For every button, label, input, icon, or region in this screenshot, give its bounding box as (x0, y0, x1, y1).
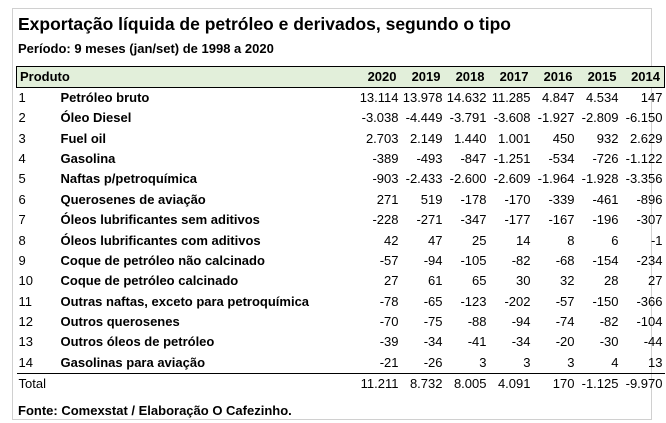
row-index-cell[interactable]: 8 (18, 232, 26, 248)
value-cell[interactable]: -82 (511, 252, 531, 268)
value-cell[interactable]: -2.609 (493, 171, 531, 187)
value-cell[interactable]: 4.847 (541, 90, 575, 105)
row-index-cell[interactable]: 9 (18, 252, 26, 268)
table-row (17, 353, 665, 374)
product-name-cell[interactable]: Óleo Diesel (60, 110, 132, 126)
value-cell[interactable]: 28 (604, 273, 619, 289)
value-cell[interactable]: 27 (384, 273, 399, 289)
product-name-cell[interactable]: Fuel oil (60, 130, 106, 146)
row-index-cell[interactable]: 1 (18, 90, 26, 105)
value-cell[interactable]: -903 (372, 171, 399, 187)
value-cell[interactable]: -21 (379, 354, 399, 370)
value-cell[interactable]: -1.927 (537, 110, 575, 126)
row-index-cell[interactable]: 7 (18, 212, 26, 228)
product-name-cell[interactable]: Coque de petróleo não calcinado (60, 252, 265, 268)
table-row (17, 88, 665, 109)
value-cell[interactable]: -65 (423, 293, 443, 309)
value-cell[interactable]: 3 (567, 354, 575, 370)
header-year[interactable]: 2014 (621, 67, 665, 88)
value-cell[interactable]: 11.285 (491, 90, 531, 105)
table-row (17, 149, 665, 169)
value-cell[interactable]: 932 (596, 130, 619, 146)
total-cell[interactable]: -9.970 (621, 373, 665, 394)
header-year[interactable]: 2018 (445, 67, 489, 88)
value-cell[interactable]: 519 (420, 191, 443, 207)
value-cell[interactable]: 42 (384, 232, 399, 248)
table-row (17, 251, 665, 271)
product-name-cell[interactable]: Naftas p/petroquímica (60, 171, 198, 187)
value-cell[interactable]: -94 (423, 252, 443, 268)
value-cell[interactable]: -2.433 (405, 171, 443, 187)
value-cell[interactable]: -123 (460, 293, 487, 309)
total-cell[interactable]: -1.125 (577, 373, 621, 394)
table-subtitle: Período: 9 meses (jan/set) de 1998 a 2020 (18, 41, 274, 56)
value-cell[interactable]: -39 (379, 334, 399, 350)
value-cell[interactable]: -461 (592, 191, 619, 207)
row-index-cell[interactable]: 5 (18, 171, 26, 187)
row-index-cell[interactable]: 3 (18, 130, 26, 146)
value-cell[interactable]: -74 (555, 314, 575, 330)
table-row (17, 292, 665, 312)
product-name-cell[interactable]: Outras naftas, exceto para petroquímica (60, 293, 310, 309)
table-title: Exportação líquida de petróleo e derivados, segundo o tipo (18, 14, 511, 34)
value-cell[interactable]: 13.978 (402, 90, 443, 105)
value-cell[interactable]: -178 (460, 191, 487, 207)
product-name-cell[interactable]: Outros querosenes (60, 314, 180, 330)
product-name-cell[interactable]: Coque de petróleo calcinado (60, 273, 239, 289)
value-cell[interactable]: 450 (552, 130, 575, 146)
value-cell[interactable]: -30 (599, 334, 619, 350)
header-product[interactable]: Produto (17, 67, 357, 88)
value-cell[interactable]: 2.629 (629, 130, 663, 146)
value-cell[interactable]: -167 (548, 212, 575, 228)
value-cell[interactable]: -366 (636, 293, 663, 309)
row-index-cell[interactable]: 4 (18, 150, 26, 166)
value-cell[interactable]: -534 (548, 150, 575, 166)
value-cell[interactable]: -34 (423, 334, 443, 350)
value-cell[interactable]: -82 (599, 314, 619, 330)
value-cell[interactable]: 271 (376, 191, 399, 207)
value-cell[interactable]: -347 (460, 212, 487, 228)
value-cell[interactable]: 8 (567, 232, 575, 248)
value-cell[interactable]: -847 (460, 150, 487, 166)
table-row (17, 190, 665, 210)
value-cell[interactable]: -41 (467, 334, 487, 350)
value-cell[interactable]: -3.356 (625, 171, 663, 187)
product-name-cell[interactable]: Petróleo bruto (60, 90, 150, 105)
value-cell[interactable]: -44 (643, 334, 663, 350)
product-name-cell[interactable]: Gasolinas para aviação (60, 354, 206, 370)
product-name-cell[interactable]: Outros óleos de petróleo (60, 334, 215, 350)
value-cell[interactable]: -1.964 (537, 171, 575, 187)
value-cell[interactable]: -896 (636, 191, 663, 207)
table-row (17, 230, 665, 250)
value-cell[interactable]: 30 (516, 273, 531, 289)
total-row (17, 373, 665, 394)
header-year[interactable]: 2016 (533, 67, 577, 88)
value-cell[interactable]: -389 (372, 150, 399, 166)
value-cell[interactable]: -26 (423, 354, 443, 370)
value-cell[interactable]: -1.122 (625, 150, 663, 166)
product-name-cell[interactable]: Querosenes de aviação (60, 191, 206, 207)
table-row (17, 128, 665, 148)
value-cell[interactable]: 25 (472, 232, 487, 248)
row-index-cell[interactable]: 13 (18, 334, 33, 350)
total-label[interactable]: Total (17, 373, 357, 394)
table-row (17, 169, 665, 189)
value-cell[interactable]: -78 (379, 293, 399, 309)
value-cell[interactable]: 61 (428, 273, 443, 289)
value-cell[interactable]: -34 (511, 334, 531, 350)
value-cell[interactable]: -3.791 (449, 110, 487, 126)
value-cell[interactable]: 1.001 (497, 130, 531, 146)
value-cell[interactable]: 47 (428, 232, 443, 248)
value-cell[interactable]: 1.440 (453, 130, 487, 146)
header-year[interactable]: 2019 (401, 67, 445, 88)
value-cell[interactable]: 27 (648, 273, 663, 289)
table-row (17, 271, 665, 291)
value-cell[interactable]: -154 (592, 252, 619, 268)
value-cell[interactable]: -234 (636, 252, 663, 268)
product-name-cell[interactable]: Gasolina (60, 150, 116, 166)
value-cell[interactable]: 4.534 (585, 90, 619, 105)
row-index-cell[interactable]: 2 (18, 110, 26, 126)
value-cell[interactable]: -2.809 (581, 110, 619, 126)
value-cell[interactable]: 13 (648, 354, 663, 370)
value-cell[interactable]: -150 (592, 293, 619, 309)
value-cell[interactable]: -726 (592, 150, 619, 166)
value-cell[interactable]: 2.703 (365, 130, 399, 146)
header-year[interactable]: 2017 (489, 67, 533, 88)
row-index-cell[interactable]: 11 (18, 293, 32, 309)
total-cell[interactable]: 11.211 (357, 373, 401, 394)
value-cell[interactable]: -339 (548, 191, 575, 207)
source-note: Fonte: Comexstat / Elaboração O Cafezinho. (18, 403, 292, 418)
header-row (17, 67, 665, 88)
value-cell[interactable]: -271 (416, 212, 443, 228)
table-row (17, 332, 665, 352)
value-cell[interactable]: 147 (640, 90, 663, 105)
value-cell[interactable]: -6.150 (625, 110, 663, 126)
total-cell[interactable]: 8.005 (445, 373, 489, 394)
value-cell[interactable]: 2.149 (409, 130, 443, 146)
value-cell[interactable]: -105 (460, 252, 487, 268)
row-index-cell[interactable]: 10 (18, 273, 33, 289)
value-cell[interactable]: 32 (560, 273, 575, 289)
value-cell[interactable]: -228 (372, 212, 399, 228)
value-cell[interactable]: -493 (416, 150, 443, 166)
value-cell[interactable]: -94 (511, 314, 531, 330)
value-cell[interactable]: 6 (611, 232, 619, 248)
data-table (16, 66, 665, 394)
value-cell[interactable]: -4.449 (405, 110, 443, 126)
value-cell[interactable]: 13.114 (359, 90, 399, 105)
row-index-cell[interactable]: 14 (18, 354, 33, 370)
value-cell[interactable]: 65 (472, 273, 487, 289)
value-cell[interactable]: -20 (555, 334, 575, 350)
value-cell[interactable]: -3.038 (361, 110, 399, 126)
value-cell[interactable]: -3.608 (493, 110, 531, 126)
value-cell[interactable]: -1 (650, 232, 663, 248)
value-cell[interactable]: -177 (504, 212, 531, 228)
value-cell[interactable]: -196 (592, 212, 619, 228)
value-cell[interactable]: 4 (611, 354, 619, 370)
value-cell[interactable]: -170 (504, 191, 531, 207)
value-cell[interactable]: 3 (479, 354, 487, 370)
total-cell[interactable]: 4.091 (489, 373, 533, 394)
value-cell[interactable]: -1.251 (493, 150, 531, 166)
row-index-cell[interactable]: 6 (18, 191, 26, 207)
total-cell[interactable]: 170 (533, 373, 577, 394)
value-cell[interactable]: -307 (636, 212, 663, 228)
value-cell[interactable]: -104 (636, 314, 663, 330)
value-cell[interactable]: 3 (523, 354, 531, 370)
value-cell[interactable]: 14 (516, 232, 531, 248)
total-cell[interactable]: 8.732 (401, 373, 445, 394)
row-index-cell[interactable]: 12 (18, 314, 33, 330)
value-cell[interactable]: -2.600 (449, 171, 487, 187)
header-year[interactable]: 2015 (577, 67, 621, 88)
table-row (17, 108, 665, 128)
value-cell[interactable]: -68 (555, 252, 575, 268)
value-cell[interactable]: -88 (467, 314, 487, 330)
value-cell[interactable]: -202 (504, 293, 531, 309)
value-cell[interactable]: -1.928 (581, 171, 619, 187)
product-name-cell[interactable]: Óleos lubrificantes sem aditivos (60, 212, 260, 228)
value-cell[interactable]: 14.632 (446, 90, 487, 105)
table-row (17, 210, 665, 230)
header-year[interactable]: 2020 (357, 67, 401, 88)
table-row (17, 312, 665, 332)
value-cell[interactable]: -75 (423, 314, 443, 330)
value-cell[interactable]: -70 (379, 314, 399, 330)
value-cell[interactable]: -57 (379, 252, 399, 268)
value-cell[interactable]: -57 (555, 293, 575, 309)
product-name-cell[interactable]: Óleos lubrificantes com aditivos (60, 232, 261, 248)
